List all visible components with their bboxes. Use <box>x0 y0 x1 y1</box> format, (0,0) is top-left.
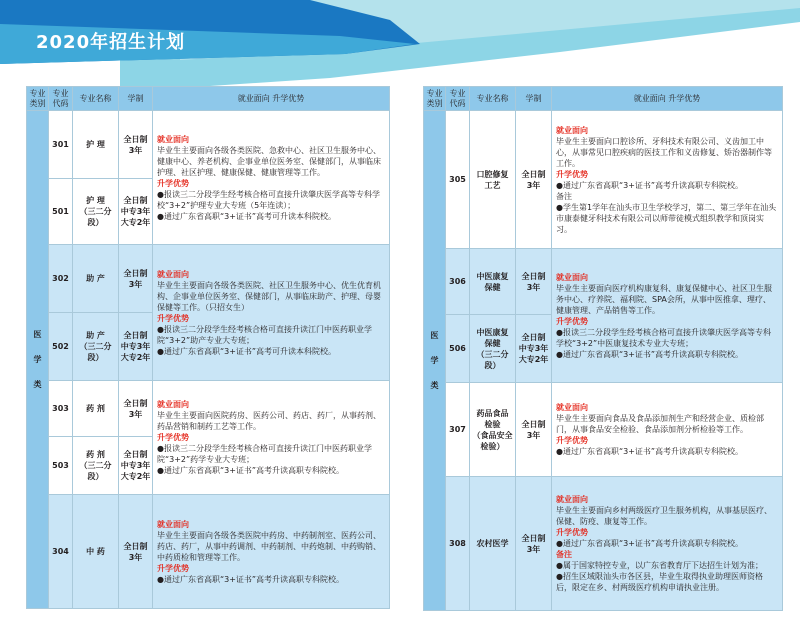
system-line: 全日制 <box>123 541 148 551</box>
major-name-line: 助 产 <box>86 331 105 340</box>
description-text: 毕业生主要面向各级各类医院中药房、中药制剂室、医药公司、药店、药厂，从事中药调剂、中药制剂、中药炮制、中药购销、中药质检和管理等工作。 <box>157 530 381 562</box>
description-text: ●学生第1学年在汕头市卫生学校学习，第二、第三学年在汕头市康泰健牙科技术有限公司以师带徒模式组织教学和顶岗实习。 <box>556 202 777 234</box>
enrollment-table-left <box>26 86 390 609</box>
major-code: 502 <box>49 313 73 381</box>
category-char: 类 <box>430 381 439 390</box>
major-name <box>73 313 119 381</box>
major-name <box>470 477 516 611</box>
major-code: 307 <box>446 383 470 477</box>
major-name-line: （食品安全 <box>472 430 513 440</box>
major-description <box>153 245 390 381</box>
system-line: 中专3年 <box>518 344 549 353</box>
major-name-line: （三二分段） <box>79 207 112 227</box>
section-heading: 升学优势 <box>556 316 588 326</box>
major-name <box>73 245 119 313</box>
study-system <box>516 477 552 611</box>
description-text: ●通过广东省高职“3+证书”高考可升读本科院校。 <box>157 346 337 356</box>
section-heading: 就业面向 <box>556 495 588 504</box>
major-name-line: 中医康复 <box>476 271 509 281</box>
major-description <box>552 383 783 477</box>
major-code: 503 <box>49 437 73 495</box>
major-name-line: 口腔修复 <box>476 169 509 179</box>
section-heading: 升学优势 <box>556 528 588 537</box>
major-name-line: （三二分段） <box>79 461 112 481</box>
category-char: 医 <box>33 330 42 339</box>
section-heading: 升学优势 <box>157 178 189 188</box>
major-name-line: 药品食品 <box>476 408 509 418</box>
system-line: 全日制 <box>521 533 546 543</box>
system-line: 全日制 <box>521 169 546 179</box>
section-heading: 就业面向 <box>157 269 189 279</box>
study-system <box>516 249 552 315</box>
header-desc: 就业面向 升学优势 <box>153 87 390 111</box>
description-text: 毕业生主要面向医疗机构康复科、康复保健中心、社区卫生服务中心、疗养院、福利院、SPA会所，从事中医推拿、理疗、健康管理、产品销售等工作。 <box>556 283 772 315</box>
system-line: 全日制 <box>521 333 546 342</box>
header-name: 专业名称 <box>73 87 119 111</box>
major-name-line: 检验 <box>484 419 501 429</box>
description-text: ●通过广东省高职“3+证书”高考升读高职专科院校。 <box>556 539 744 548</box>
study-system <box>516 111 552 249</box>
system-line: 3年 <box>128 409 143 419</box>
study-system <box>119 245 153 313</box>
study-system <box>516 315 552 383</box>
major-name <box>470 249 516 315</box>
description-text: 毕业生主要面向乡村两级医疗卫生服务机构，从事基层医疗、保健、防疫、康复等工作。 <box>556 506 772 526</box>
major-name <box>73 495 119 609</box>
section-heading: 升学优势 <box>157 563 189 573</box>
system-line: 3年 <box>526 544 541 554</box>
major-description <box>552 477 783 611</box>
description-text: ●通过广东省高职“3+证书”高考升读高职专科院校。 <box>157 574 345 584</box>
category-char: 医 <box>430 331 439 340</box>
section-heading: 就业面向 <box>157 519 189 529</box>
study-system <box>516 383 552 477</box>
system-line: 中专3年 <box>120 207 151 216</box>
section-heading: 就业面向 <box>157 400 189 409</box>
table-row <box>27 495 390 609</box>
major-name <box>73 437 119 495</box>
system-line: 全日制 <box>521 419 546 429</box>
category-cell-medicine <box>424 111 446 611</box>
description-text: ●通过广东省高职“3+证书”高考可升读本科院校。 <box>157 211 337 221</box>
header-system: 学制 <box>119 87 153 111</box>
system-line: 中专3年 <box>120 461 151 470</box>
category-char: 类 <box>33 380 42 389</box>
category-cell-medicine <box>27 111 49 609</box>
system-line: 3年 <box>526 430 541 440</box>
header-desc: 就业面向 升学优势 <box>552 87 783 111</box>
section-heading: 升学优势 <box>157 313 189 323</box>
enrollment-table-right <box>423 86 783 611</box>
description-text: 毕业生主要面向各级各类医院、社区卫生服务中心、优生优育机构、企事业单位医务室、保健部门，从事临床助产、护理、母婴保健等工作。（只招女生） <box>157 280 381 312</box>
description-text: ●通过广东省高职“3+证书”高考升读高职专科院校。 <box>556 180 744 190</box>
description-text: 毕业生主要面向食品及食品添加剂生产和经营企业、质检部门，从事食品安全检验、食品添加剂分析检验等工作。 <box>556 414 764 434</box>
study-system <box>119 495 153 609</box>
major-name <box>470 383 516 477</box>
section-heading: 备注 <box>556 550 572 559</box>
description-text: ●招生区域限汕头市各区县，毕业生取得执业助理医师资格后，限定在乡、村两级医疗机构申请执业注册。 <box>556 572 763 592</box>
major-name-line: 护 理 <box>86 140 105 149</box>
system-line: 全日制 <box>123 398 148 408</box>
system-line: 全日制 <box>123 196 148 205</box>
major-name <box>73 179 119 245</box>
system-line: 全日制 <box>123 450 148 459</box>
section-heading: 就业面向 <box>556 125 588 135</box>
table-row <box>27 381 390 437</box>
header-code: 专业代码 <box>446 87 470 111</box>
system-line: 3年 <box>128 279 143 289</box>
major-name-line: 药 剂 <box>86 404 105 413</box>
table-row <box>424 111 783 249</box>
description-text: 毕业生主要面向医院药房、医药公司、药店、药厂，从事药剂、药品营销和制药工艺等工作。 <box>157 411 381 431</box>
study-system <box>119 381 153 437</box>
category-char: 学 <box>430 356 439 365</box>
major-description <box>153 111 390 245</box>
system-line: 全日制 <box>123 331 148 340</box>
major-name <box>470 111 516 249</box>
system-line: 全日制 <box>521 271 546 281</box>
header-category: 专业类别 <box>27 87 49 111</box>
system-line: 全日制 <box>123 268 148 278</box>
description-text: ●报读三二分段学生经考核合格可直接升读肇庆医学高等专科学校“3+2”中医康复技术专业大专班； <box>556 327 771 348</box>
major-code: 305 <box>446 111 470 249</box>
major-name-line: 农村医学 <box>476 539 509 548</box>
system-line: 全日制 <box>123 134 148 144</box>
header-code: 专业代码 <box>49 87 73 111</box>
system-line: 大专2年 <box>518 355 549 364</box>
major-name-line: 工艺 <box>484 180 501 190</box>
major-description <box>153 381 390 495</box>
major-name-line: 药 剂 <box>86 450 105 459</box>
major-code: 304 <box>49 495 73 609</box>
major-name-line: 保健 <box>484 338 501 348</box>
description-text: ●通过广东省高职“3+证书”高考升读高职专科院校。 <box>157 466 345 475</box>
major-code: 308 <box>446 477 470 611</box>
major-description <box>552 249 783 383</box>
description-text: 毕业生主要面向口腔诊所、牙科技术有限公司、义齿加工中心，从事常见口腔疾病的医技工作和义齿修复、矫治器制作等工作。 <box>556 136 772 168</box>
table-row <box>27 111 390 179</box>
page-title: 2020年招生计划 <box>36 32 186 53</box>
description-text: ●通过广东省高职“3+证书”高考升读高职专科院校。 <box>556 349 744 359</box>
table-row <box>424 249 783 315</box>
section-heading: 升学优势 <box>157 433 189 442</box>
table-row <box>27 245 390 313</box>
major-name-line: 护 理 <box>86 196 105 205</box>
major-name-line: （三二分段） <box>476 349 509 370</box>
description-text: 备注 <box>556 191 572 201</box>
section-heading: 就业面向 <box>556 403 588 412</box>
table-row <box>424 477 783 611</box>
system-line: 3年 <box>526 282 541 292</box>
section-heading: 就业面向 <box>556 272 588 282</box>
study-system <box>119 437 153 495</box>
major-code: 306 <box>446 249 470 315</box>
description-text: ●报读三二分段学生经考核合格可直接升读江门中医药职业学院“3+2”助产专业大专班； <box>157 324 372 345</box>
study-system <box>119 111 153 179</box>
table-header-row <box>27 87 390 111</box>
major-code: 302 <box>49 245 73 313</box>
major-name <box>73 381 119 437</box>
header-name: 专业名称 <box>470 87 516 111</box>
major-name-line: 中 药 <box>86 547 105 556</box>
system-line: 大专2年 <box>120 218 151 227</box>
study-system <box>119 313 153 381</box>
major-name <box>470 315 516 383</box>
table-header-row <box>424 87 783 111</box>
major-name-line: 检验） <box>480 441 505 451</box>
section-heading: 就业面向 <box>157 134 189 144</box>
description-text: ●报读三二分段学生经考核合格可直接升读肇庆医学高等专科学校“3+2”护理专业大专班（5年连读）； <box>157 189 380 210</box>
system-line: 大专2年 <box>120 472 151 481</box>
description-text: ●通过广东省高职“3+证书”高考升读高职专科院校。 <box>556 447 744 456</box>
description-text: ●属于国家特控专业，以广东省教育厅下达招生计划为准； <box>556 561 763 570</box>
major-name-line: （三二分段） <box>79 342 112 362</box>
header-category: 专业类别 <box>424 87 446 111</box>
major-description <box>552 111 783 249</box>
table-row <box>424 383 783 477</box>
major-code: 506 <box>446 315 470 383</box>
major-name-line: 助 产 <box>86 274 105 283</box>
major-name-line: 中医康复 <box>476 327 509 337</box>
category-char: 学 <box>33 355 42 364</box>
description-text: 毕业生主要面向各级各类医院、急救中心、社区卫生服务中心、健康中心、养老机构、企事业单位医务室、保健部门，从事临床护理、社区护理、健康保健、健康管理等工作。 <box>157 145 381 177</box>
system-line: 3年 <box>128 145 143 155</box>
system-line: 大专2年 <box>120 353 151 362</box>
section-heading: 升学优势 <box>556 436 588 445</box>
study-system <box>119 179 153 245</box>
major-code: 301 <box>49 111 73 179</box>
system-line: 3年 <box>526 180 541 190</box>
header-system: 学制 <box>516 87 552 111</box>
major-code: 501 <box>49 179 73 245</box>
major-description <box>153 495 390 609</box>
major-code: 303 <box>49 381 73 437</box>
section-heading: 升学优势 <box>556 169 588 179</box>
description-text: ●报读三二分段学生经考核合格可直接升读江门中医药职业学院“3+2”药学专业大专班； <box>157 444 372 464</box>
system-line: 中专3年 <box>120 342 151 351</box>
major-name <box>73 111 119 179</box>
system-line: 3年 <box>128 552 143 562</box>
major-name-line: 保健 <box>484 282 501 292</box>
